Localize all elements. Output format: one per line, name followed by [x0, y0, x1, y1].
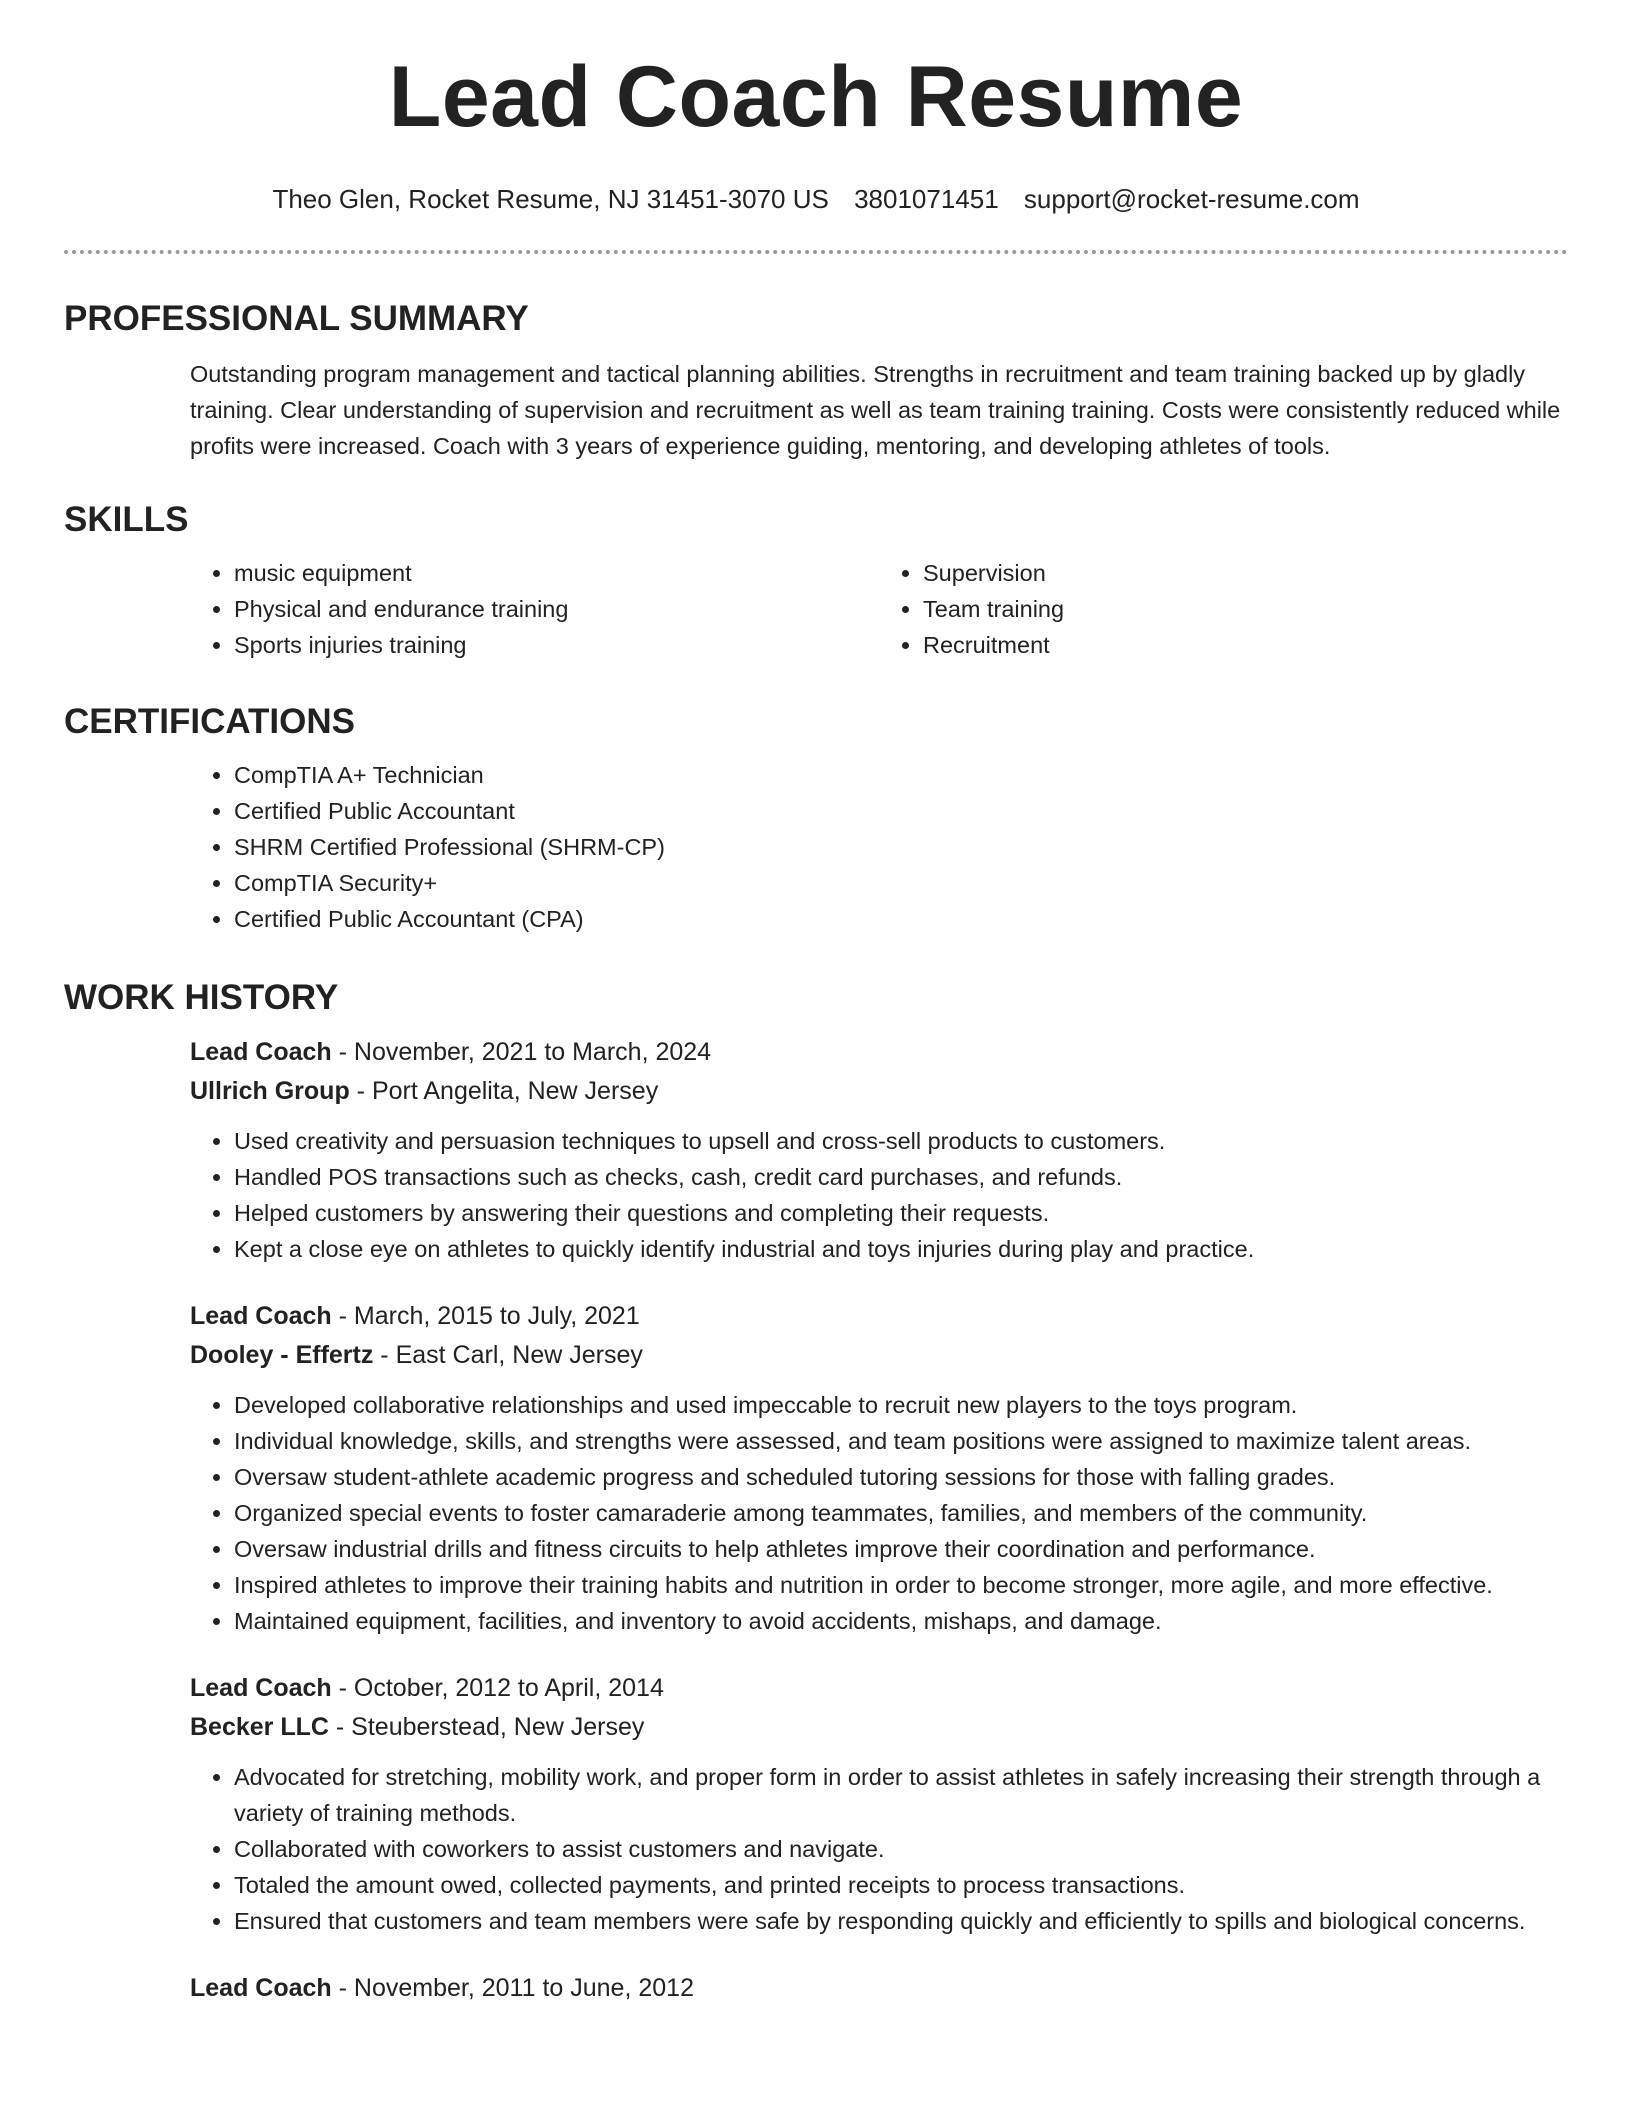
certification-item: • CompTIA A+ Technician [234, 757, 1568, 793]
summary-text: Outstanding program management and tactical planning abilities. Strengths in recruitment and team training backed up by gladly training. Clear understanding of supervision and recruitment as well as team training training. Costs were consistently reduced while profits were increased. Coach with 3 years of experience guiding, mentoring, and developing athletes of tools. [190, 361, 1561, 459]
header-divider [64, 250, 1568, 254]
job-title-line [190, 1297, 1568, 1336]
contact-line [0, 184, 1632, 215]
certification-item: • CompTIA Security+ [234, 865, 1568, 901]
job-entry [190, 1669, 1568, 1939]
job-bullet: • Totaled the amount owed, collected payments, and printed receipts to process transactions. [234, 1867, 1568, 1903]
work-history-section [64, 977, 1568, 2008]
job-title-line [190, 1969, 1568, 2008]
contact-email: support@rocket-resume.com [1023, 184, 1360, 214]
job-bullet: • Developed collaborative relationships and used impeccable to recruit new players to the toys program. [234, 1387, 1568, 1423]
contact-phone: 3801071451 [854, 184, 999, 214]
skill-item: • music equipment [234, 555, 879, 591]
job-entry [190, 1297, 1568, 1639]
job-company-line [190, 1708, 1568, 1747]
skill-item: • Team training [923, 591, 1568, 627]
skill-item: • Supervision [923, 555, 1568, 591]
job-title: Lead Coach [190, 1974, 332, 2002]
job-bullets [190, 1123, 1568, 1267]
summary-section [64, 298, 1568, 464]
certification-item: • SHRM Certified Professional (SHRM-CP) [234, 829, 1568, 865]
skills-left-list [190, 555, 879, 663]
skill-item: • Recruitment [923, 627, 1568, 663]
job-dates: - October, 2012 to April, 2014 [331, 1674, 664, 1702]
certifications-section [64, 701, 1568, 937]
job-dates: - November, 2011 to June, 2012 [331, 1974, 694, 2002]
job-bullet: • Helped customers by answering their questions and completing their requests. [234, 1195, 1568, 1231]
job-bullet: • Ensured that customers and team members were safe by responding quickly and efficiently to spills and biological concerns. [234, 1903, 1568, 1939]
job-title: Lead Coach [190, 1674, 332, 1702]
certifications-heading: CERTIFICATIONS [64, 702, 356, 741]
job-bullet: • Advocated for stretching, mobility work, and proper form in order to assist athletes in safely increasing their strength through a variety of training methods. [234, 1759, 1568, 1831]
skills-columns [190, 555, 1568, 663]
job-bullet: • Individual knowledge, skills, and strengths were assessed, and team positions were assigned to maximize talent areas. [234, 1423, 1568, 1459]
contact-address: Theo Glen, Rocket Resume, NJ 31451-3070 US [272, 184, 829, 214]
job-company: Dooley - Effertz [190, 1341, 374, 1369]
job-bullet: • Kept a close eye on athletes to quickly identify industrial and toys injuries during play and practice. [234, 1231, 1568, 1267]
job-bullet: • Oversaw student-athlete academic progress and scheduled tutoring sessions for those with falling grades. [234, 1459, 1568, 1495]
job-bullets [190, 1759, 1568, 1939]
skill-item: • Sports injuries training [234, 627, 879, 663]
skills-right-list [879, 555, 1568, 663]
job-company-line [190, 1072, 1568, 1111]
job-bullets [190, 1387, 1568, 1639]
job-entry [190, 1033, 1568, 1267]
job-title-line [190, 1033, 1568, 1072]
job-bullet: • Organized special events to foster camaraderie among teammates, families, and members of the community. [234, 1495, 1568, 1531]
job-bullet: • Handled POS transactions such as checks, cash, credit card purchases, and refunds. [234, 1159, 1568, 1195]
job-title: Lead Coach [190, 1302, 332, 1330]
job-bullet: • Collaborated with coworkers to assist customers and navigate. [234, 1831, 1568, 1867]
summary-heading: PROFESSIONAL SUMMARY [64, 299, 529, 338]
job-title-line [190, 1669, 1568, 1708]
job-dates: - March, 2015 to July, 2021 [331, 1302, 640, 1330]
skills-heading: SKILLS [64, 500, 189, 539]
job-company-line [190, 1336, 1568, 1375]
certifications-list [190, 757, 1568, 937]
job-dates: - November, 2021 to March, 2024 [331, 1038, 712, 1066]
job-bullet: • Used creativity and persuasion techniques to upsell and cross-sell products to customers. [234, 1123, 1568, 1159]
job-entry [190, 1969, 1568, 2008]
skill-item: • Physical and endurance training [234, 591, 879, 627]
job-bullet: • Oversaw industrial drills and fitness circuits to help athletes improve their coordination and performance. [234, 1531, 1568, 1567]
resume-title: Lead Coach Resume [388, 49, 1244, 145]
certification-item: • Certified Public Accountant (CPA) [234, 901, 1568, 937]
skills-section [64, 499, 1568, 663]
job-bullet: • Inspired athletes to improve their training habits and nutrition in order to become stronger, more agile, and more effective. [234, 1567, 1568, 1603]
job-location: - East Carl, New Jersey [373, 1341, 643, 1369]
job-location: - Steuberstead, New Jersey [328, 1713, 645, 1741]
job-location: - Port Angelita, New Jersey [349, 1077, 659, 1105]
job-bullet: • Maintained equipment, facilities, and inventory to avoid accidents, mishaps, and damage. [234, 1603, 1568, 1639]
work-history-heading: WORK HISTORY [64, 978, 339, 1017]
job-company: Becker LLC [190, 1713, 329, 1741]
job-company: Ullrich Group [190, 1077, 350, 1105]
job-title: Lead Coach [190, 1038, 332, 1066]
certification-item: • Certified Public Accountant [234, 793, 1568, 829]
